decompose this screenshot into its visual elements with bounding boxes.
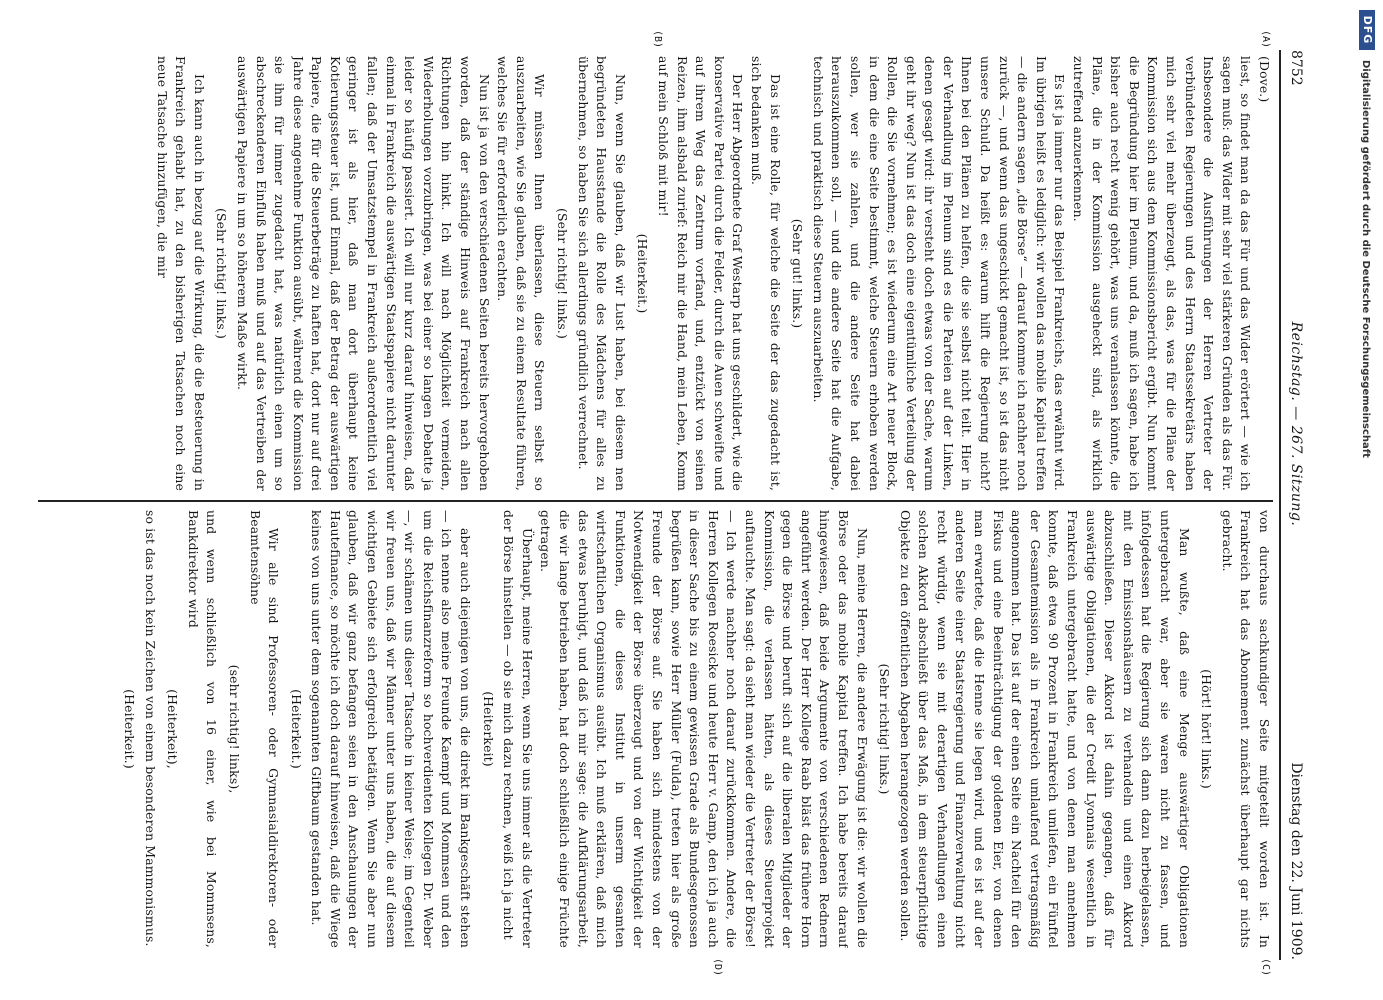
paragraph: so ist das noch kein Zeichen von einem besonderen Mammonismus. [142,510,158,947]
margin-marker-c: (C) [1260,958,1271,977]
left-column [38,56,1273,491]
paragraph: aber auch diejenigen von uns, die direkt im Bankgeschäft stehen — ich nenne also meine Freunde Kaempf und Mommsen und den um die Reichsfinanzreform so hochverdienten Kollegen Dr. Weber —, wir schämen uns dieser Tatsache in keiner Weise; im Gegenteil wir freuen uns, daß wir Männer unter uns haben, die auf diesem wichtigen Gebiete sich erfolgreich betätigen. Wenn Sie aber nun glauben, daß wir ganz befangen seien in den Anschauungen der Hautefinance, so möchte ich doch darauf hinweisen, daß die Wiege keines von uns unter dem sogenannten Giftbaum gestanden hat. [309,510,474,948]
funding-banner [1343,0,1383,1000]
stage-direction: (Sehr richtig! links.) [555,208,571,339]
stage-direction: (Sehr richtig! links.) [214,208,230,339]
stage-direction: (Heiterkeit.) [121,689,137,769]
paragraph: Wir müssen Ihnen überlassen, diese Steuern selbst so auszuarbeiten, wie Sie glauben, daß sie zu einem Resultate führen, welches Sie für erforderlich erachten. [495,56,548,491]
right-column [38,510,1273,948]
session-date: Dienstag den 22. Juni 1909. [1288,762,1304,960]
paragraph: Man wußte, daß eine Menge auswärtiger Obligationen untergebracht war, aber sie waren nicht zu fassen, und infolgedessen hat die Regierung sich dann dazu herbeigelassen, mit den Emissionshäusern zu verhandeln und einen Akkord abzuschließen. Dieser Akkord ist dahin gegangen, daß für auswärtige Obligationen, die der Credit Lyonnais wesentlich in Frankreich untergebracht hatte, und von denen man annehmen konnte, daß etwa 90 Prozent in Frankreich umliefen, ein Fünftel der Gesamtemission als in Frankreich umlaufend vertragsmäßig angenommen hat. Das ist auf der einen Seite ein Nachteil für den Fiskus und eine Beeinträchtigung der goldenen Eier, von denen man erwartete, daß die Henne sie legen wird, und es ist auf der anderen Seite einer Staatsregierung und Finanzverwaltung nicht recht würdig, wenn sie mit derartigen Verhandlungen einen solchen Akkord abschließt über das Maß, in dem steuerpflichtige Objekte zu den öffentlichen Abgaben herangezogen werden sollen. [897,510,1192,948]
margin-marker-d: (D) [712,958,723,977]
session-title: Reichstag. — 267. Sitzung. [1288,321,1304,527]
stage-direction: (Heiterkeit) [480,691,496,767]
paragraph: Ich kann auch in bezug auf die Wirkung, die die Besteuerung in Frankreich gehabt hat, zu den bisherigen Tatsachen noch eine neue Tatsache hinzufügen, die mir [154,56,207,491]
speaker-name: (Dove.) [1257,56,1272,103]
stage-direction: (Hört! hört! links.) [1199,669,1215,789]
paragraph: Überhaupt, meine Herren, wenn Sie uns immer als die Vertreter der Börse hinstellen — ob sie mich dazu rechnen, weiß ich ja nicht [501,510,535,948]
stage-direction: (Heiterkeit.) [288,689,304,769]
paragraph: Das ist eine Rolle, für welche die Seite der das zugedacht ist, sich bedanken muß. [748,56,783,491]
stage-direction: (sehr richtig! links), [226,664,242,794]
column-divider [38,500,1273,502]
margin-marker-a: (A) [1260,30,1271,49]
dfg-logo: DFG [1359,10,1375,50]
stage-direction: (Heiterkeit.) [635,233,651,314]
paragraph: von durchaus sachkundiger Seite mitgeteilt worden ist. In Frankreich hat das Abonnement zunächst überhaupt gar nichts gebracht. [1219,510,1272,948]
stage-direction: (Sehr gut! links.) [790,218,806,329]
page-number: 8752 [1288,50,1304,86]
funding-note: Digitalisierung gefördert durch die Deutsche Forschungsgemeinschaft [1360,60,1371,458]
paragraph: und wenn schließlich von 16 einer, wie bei Mommsens, Bankdirektor wird [185,510,220,948]
margin-marker-b: (B) [652,30,663,49]
paragraph: Nun, meine Herren, die andere Erwägung ist die: wir wollen die Börse oder das mobile Kapital treffen. Ich habe bereits darauf hingewiesen, daß beide Argumente von verschiedenen Rednern angeführt werden. Der Herr Kollege Raab bläst das frühere Horn gegen die Börse und beruft sich auf die liberalen Mitglieder der Kommission, die verlassen hätten, als dieses Steuerprojekt auftauchte. Man sagt: da sieht man wieder die Vertreter der Börse! — Ich werde nachher noch darauf zurückkommen. Andere, die Herren Kollegen Roesicke und heute Herr v. Gamp, den ich ja auch in dieser Sache bis zu einem gewissen Grade als Bundesgenossen begrüßen kann, sowie Herr Müller (Fulda), treten hier als große Freunde der Börse auf. Sie haben sich mindestens von der Notwendigkeit der Börse überzeugt und von der Wichtigkeit der Funktionen, die dieses Institut in unserm gesamten wirtschaftlichen Organismus ausübt. Ich muß erklären, daß mich das etwas beruhigt, und daß ich mir sage: die Aufklärungsarbeit, die wir lange betrieben haben, hat doch schließlich einige Früchte getragen. [538,510,870,948]
header-rule [1279,50,1281,960]
paragraph: Es ist ja immer nur das Beispiel Frankreichs, das erwähnt wird. Im übrigen heißt es lediglich: wir wollen das mobile Kapital treffen — die andern sagen „die Börse“ — darauf komme ich nachher noch zurück —, und wenn das ungeschickt gemacht ist, so ist das nicht unsere Schuld. Da heißt es: warum hilft die Regierung nicht? Ihnen bei den Plänen zu helfen, die sie selbst nicht teilt. Hier in der Verhandlung im Plenum sind es die Parteien auf der Linken, denen gesagt wird: ihr versteht doch etwas von der Sache, warum geht ihr weg? Nun ist das doch eine eigentümliche Verteilung der Rollen, die Sie vornehmen; es ist wiederum eine Art neuer Block, in dem die eine Seite bestimmt, welche Steuern erhoben werden sollen, wer sie zahlen, und die andere Seite hat dabei herauszukommen soll, — und die andere Seite hat die Aufgabe, technisch und praktisch diese Steuern auszuarbeiten. [810,56,1068,491]
paragraph: Der Herr Abgeordnete Graf Westarp hat uns geschildert, wie die konservative Partei durch die Felder, durch die Auen schweifte und auf ihrem Weg das Zentrum vorfand, und, entzückt von seinen Reizen, ihm alsbald zurief: Reich mir die Hand, mein Leben, Komm auf mein Schloß mit mir! [656,56,746,491]
paragraph: liest, so findet man da das Für und das Wider erörtert — wie ich sagen muß: das Wider mit sehr viel stärkeren Gründen als das Für. Insbesondere die Ausführungen der Herren Vertreter der verbündeten Regierungen und des Herrn Staatssekretärs haben mich sehr viel mehr überzeugt, als das, was für die Pläne der Kommission sich aus dem Kommissionsbericht ergibt. Nun kommt die Begründung hier im Plenum, und da, muß ich sagen, habe ich bisher auch recht wenig gehört, was uns veranlassen könnte, die Pläne, die in der Kommission ausgeheckt sind, als wirklich zutreffend anzuerkennen. [1071,56,1254,491]
paragraph: Wir alle sind Professoren- oder Gymnasialdirektoren- oder Beamtensöhne [247,510,282,948]
stage-direction: (Sehr richtig! links.) [877,663,893,795]
paragraph: Nun, wenn Sie glauben, daß wir Lust haben, bei diesem nen begründeten Hausstande die Rolle des Mädchens für alles zu übernehmen, so haben Sie sich allerdings gründlich verrechnet. [575,56,628,491]
paragraph: Nun ist ja von den verschiedenen Seiten bereits hervorgehoben worden, daß der ständige Hinweis auf Frankreich nach allen Richtungen hin hinkt. Ich will nach Möglichkeit vermeiden, Wiederholungen vorzubringen, was bei einer so langen Debatte ja leider so häufig passiert. Ich will nur kurz darauf hinweisen, daß einmal in Frankreich die auswärtigen Staatspapiere nicht darunter fallen; daß der Umsatzstempel in Frankreich außerordentlich viel geringer ist als hier, daß man dort überhaupt keine Kotierungssteuer ist, und Einmal, daß der Betrag der auswärtigen Papiere, die für die Steuerbeträge zu haften hat, dort nur auf drei Jahre diese angenehme Funktion ausübt, während die Kommission sie ihm für immer zugedacht hat, was natürlich einen um so abschreckenderen Einfluß haben muß und auf das Vertreiben der auswärtigen Papiere in um so höherem Maße wirkt. [234,56,492,491]
page-header [1283,50,1309,960]
stage-direction: (Heiterkeit), [165,689,181,769]
